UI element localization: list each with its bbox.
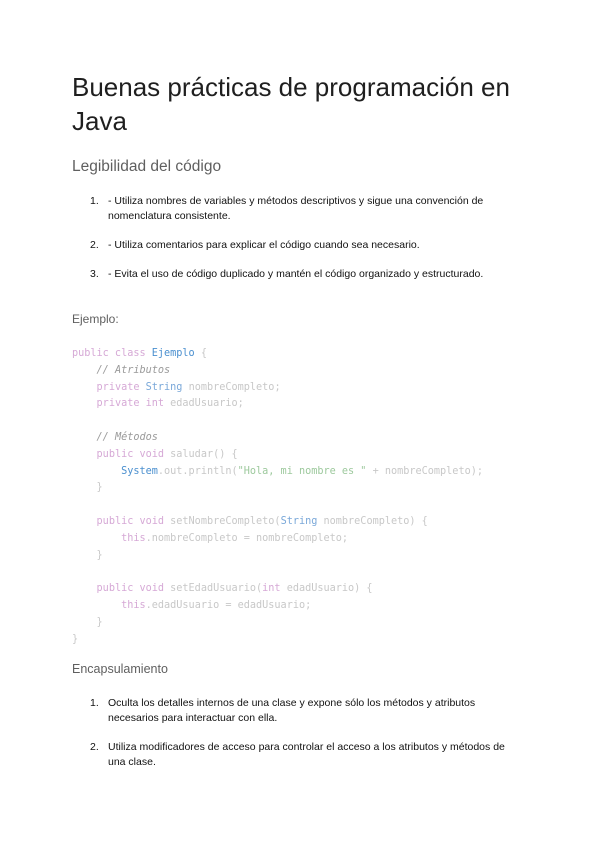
code-token: public void <box>96 583 165 595</box>
code-token: Ejemplo <box>151 348 195 359</box>
list-item <box>90 194 520 224</box>
code-comment: // Atributos <box>96 364 171 376</box>
list-item <box>90 267 520 282</box>
list-item-number: 1. <box>90 697 99 709</box>
code-token: edadUsuario; <box>164 398 244 410</box>
code-token: String <box>280 515 318 527</box>
list-item-text: - Evita el uso de código duplicado y mantén el código organizado y estructurado. <box>108 268 484 280</box>
section-heading-legibilidad: Legibilidad del código <box>72 158 222 175</box>
code-token: String <box>145 381 183 393</box>
code-token: saludar() { <box>164 448 238 460</box>
code-token: edadUsuario) { <box>280 583 373 595</box>
code-token: private <box>96 381 140 393</box>
code-token: } <box>96 616 103 628</box>
code-token: .out.println( <box>157 465 238 477</box>
encapsulamiento-list <box>90 696 520 770</box>
code-token: nombreCompleto; <box>182 381 281 393</box>
code-token: nombreCompleto) { <box>317 515 428 527</box>
code-token: this <box>121 532 146 544</box>
code-token: } <box>96 482 103 494</box>
list-item-number: 3. <box>90 268 99 280</box>
code-token: setEdadUsuario( <box>164 583 263 595</box>
code-token: public void <box>96 515 165 527</box>
list-item <box>90 696 520 726</box>
example-label: Ejemplo: <box>72 312 119 326</box>
code-token: } <box>72 633 79 645</box>
code-token: System <box>121 465 158 477</box>
code-token: .edadUsuario = edadUsuario; <box>145 599 312 611</box>
list-item <box>90 238 520 253</box>
code-token: { <box>194 348 207 359</box>
code-token: private int <box>96 398 165 410</box>
list-item-text: Utiliza modificadores de acceso para controlar el acceso a los atributos y métodos de una clase. <box>108 741 505 768</box>
list-item-number: 1. <box>90 195 99 207</box>
list-item-text: Oculta los detalles internos de una clase y expone sólo los métodos y atributos necesarios para interactuar con ella. <box>108 697 476 724</box>
list-item <box>90 740 520 770</box>
code-string: "Hola, mi nombre es " <box>237 465 367 477</box>
document-title: Buenas prácticas de programación en Java <box>72 72 510 136</box>
code-token: int <box>262 583 281 595</box>
list-item-number: 2. <box>90 741 99 753</box>
list-item-number: 2. <box>90 239 99 251</box>
code-token: setNombreCompleto( <box>164 515 281 527</box>
list-item-text: - Utiliza nombres de variables y métodos descriptivos y sigue una convención de nomenclatura consistente. <box>108 195 484 222</box>
code-token: public void <box>96 448 165 460</box>
code-token: .nombreCompleto = nombreCompleto; <box>145 532 349 544</box>
code-token: this <box>121 599 146 611</box>
section-heading-encapsulamiento: Encapsulamiento <box>72 662 168 676</box>
code-token: public class <box>72 348 146 359</box>
code-block <box>72 346 483 648</box>
list-item-text: - Utiliza comentarios para explicar el código cuando sea necesario. <box>108 239 420 251</box>
code-token: } <box>96 549 103 561</box>
code-comment: // Métodos <box>96 431 158 443</box>
legibilidad-list <box>90 194 520 282</box>
code-token: + nombreCompleto); <box>366 465 483 477</box>
